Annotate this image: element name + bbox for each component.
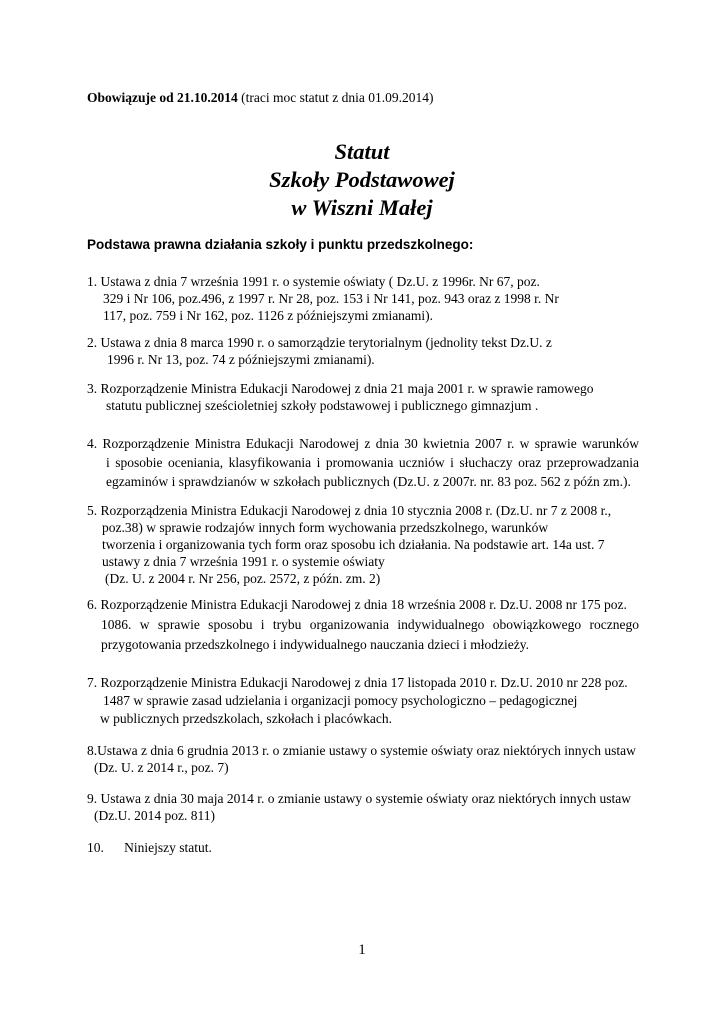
item-line: 6. Rozporządzenie Ministra Edukacji Narodowej z dnia 18 września 2008 r. Dz.U. 2008 nr 175 poz. [87,597,627,612]
item-line: 1487 w sprawie zasad udzielania i organizacji pomocy psychologiczno – pedagogicznej [103,693,578,708]
item-line: 4. Rozporządzenie Ministra Edukacji Narodowej z dnia 30 kwietnia 2007 r. w sprawie warunków [87,436,639,451]
item-line: 3. Rozporządzenie Ministra Edukacji Narodowej z dnia 21 maja 2001 r. w sprawie ramowego [87,381,594,396]
item-line: (Dz. U. z 2014 r., poz. 7) [94,760,229,775]
legal-basis-item-10 [87,839,212,856]
item-line: przygotowania przedszkolnego i indywidualnego nauczania dzieci i młodzieży. [101,637,529,652]
legal-basis-heading: Podstawa prawna działania szkoły i punktu przedszkolnego: [87,237,474,252]
legal-basis-item-2 [87,334,552,368]
title-line-2: Szkoły Podstawowej [269,167,455,192]
item-line: 10. Niniejszy statut. [87,840,212,855]
item-line: 2. Ustawa z dnia 8 marca 1990 r. o samorządzie terytorialnym (jednolity tekst Dz.U. z [87,335,552,350]
effective-date-bold: Obowiązuje od 21.10.2014 [87,90,238,105]
item-line: 9. Ustawa z dnia 30 maja 2014 r. o zmianie ustawy o systemie oświaty oraz niektórych innych ustaw [87,791,631,806]
item-line: statutu publicznej sześcioletniej szkoły podstawowej i publicznego gimnazjum . [106,398,539,413]
title-line-1: Statut [334,139,390,164]
item-line: 8.Ustawa z dnia 6 grudnia 2013 r. o zmianie ustawy o systemie oświaty oraz niektórych innych ustaw [87,743,636,758]
item-line: tworzenia i organizowania tych form oraz sposobu ich działania. Na podstawie art. 14a ust. 7 [102,537,605,552]
item-line: i sposobie oceniania, klasyfikowania i promowania uczniów i słuchaczy oraz przeprowadzania [106,455,639,470]
legal-basis-item-7 [87,674,628,728]
legal-basis-item-3 [87,380,593,414]
item-line: (Dz. U. z 2004 r. Nr 256, poz. 2572, z późn. zm. 2) [105,571,381,586]
item-line: 5. Rozporządzenia Ministra Edukacji Narodowej z dnia 10 stycznia 2008 r. (Dz.U. nr 7 z 2008 r., [87,503,612,518]
item-line: poz.38) w sprawie rodzajów innych form wychowania przedszkolnego, warunków [102,520,549,535]
effective-date-line [87,89,433,106]
item-line: 1996 r. Nr 13, poz. 74 z późniejszymi zmianami). [107,352,375,367]
page-number: 1 [358,942,366,958]
item-line: w publicznych przedszkolach, szkołach i placówkach. [100,711,393,726]
legal-basis-item-6 [87,595,639,655]
item-line: 329 i Nr 106, poz.496, z 1997 r. Nr 28, poz. 153 i Nr 141, poz. 943 oraz z 1998 r. Nr [103,291,559,306]
legal-basis-item-5 [87,502,611,587]
legal-basis-item-9 [87,790,631,824]
repeal-note: (traci moc statut z dnia 01.09.2014) [237,90,434,105]
legal-basis-item-4 [87,434,639,491]
legal-basis-item-1 [87,273,559,324]
item-line: 1086. w sprawie sposobu i trybu organizowania indywidualnego obowiązkowego rocznego [101,617,639,632]
item-line: 1. Ustawa z dnia 7 września 1991 r. o systemie oświaty ( Dz.U. z 1996r. Nr 67, poz. [87,274,540,289]
item-line: (Dz.U. 2014 poz. 811) [94,808,215,823]
item-line: 7. Rozporządzenie Ministra Edukacji Narodowej z dnia 17 listopada 2010 r. Dz.U. 2010 nr 228 poz. [87,675,628,690]
title-line-3: w Wiszni Małej [291,195,433,220]
item-line: ustawy z dnia 7 września 1991 r. o systemie oświaty [102,554,385,569]
legal-basis-item-8 [87,742,636,776]
item-line: egzaminów i sprawdzianów w szkołach publicznych (Dz.U. z 2007r. nr. 83 poz. 562 z późn zm.). [106,474,631,489]
item-line: 117, poz. 759 i Nr 162, poz. 1126 z późniejszymi zmianami). [103,308,434,323]
